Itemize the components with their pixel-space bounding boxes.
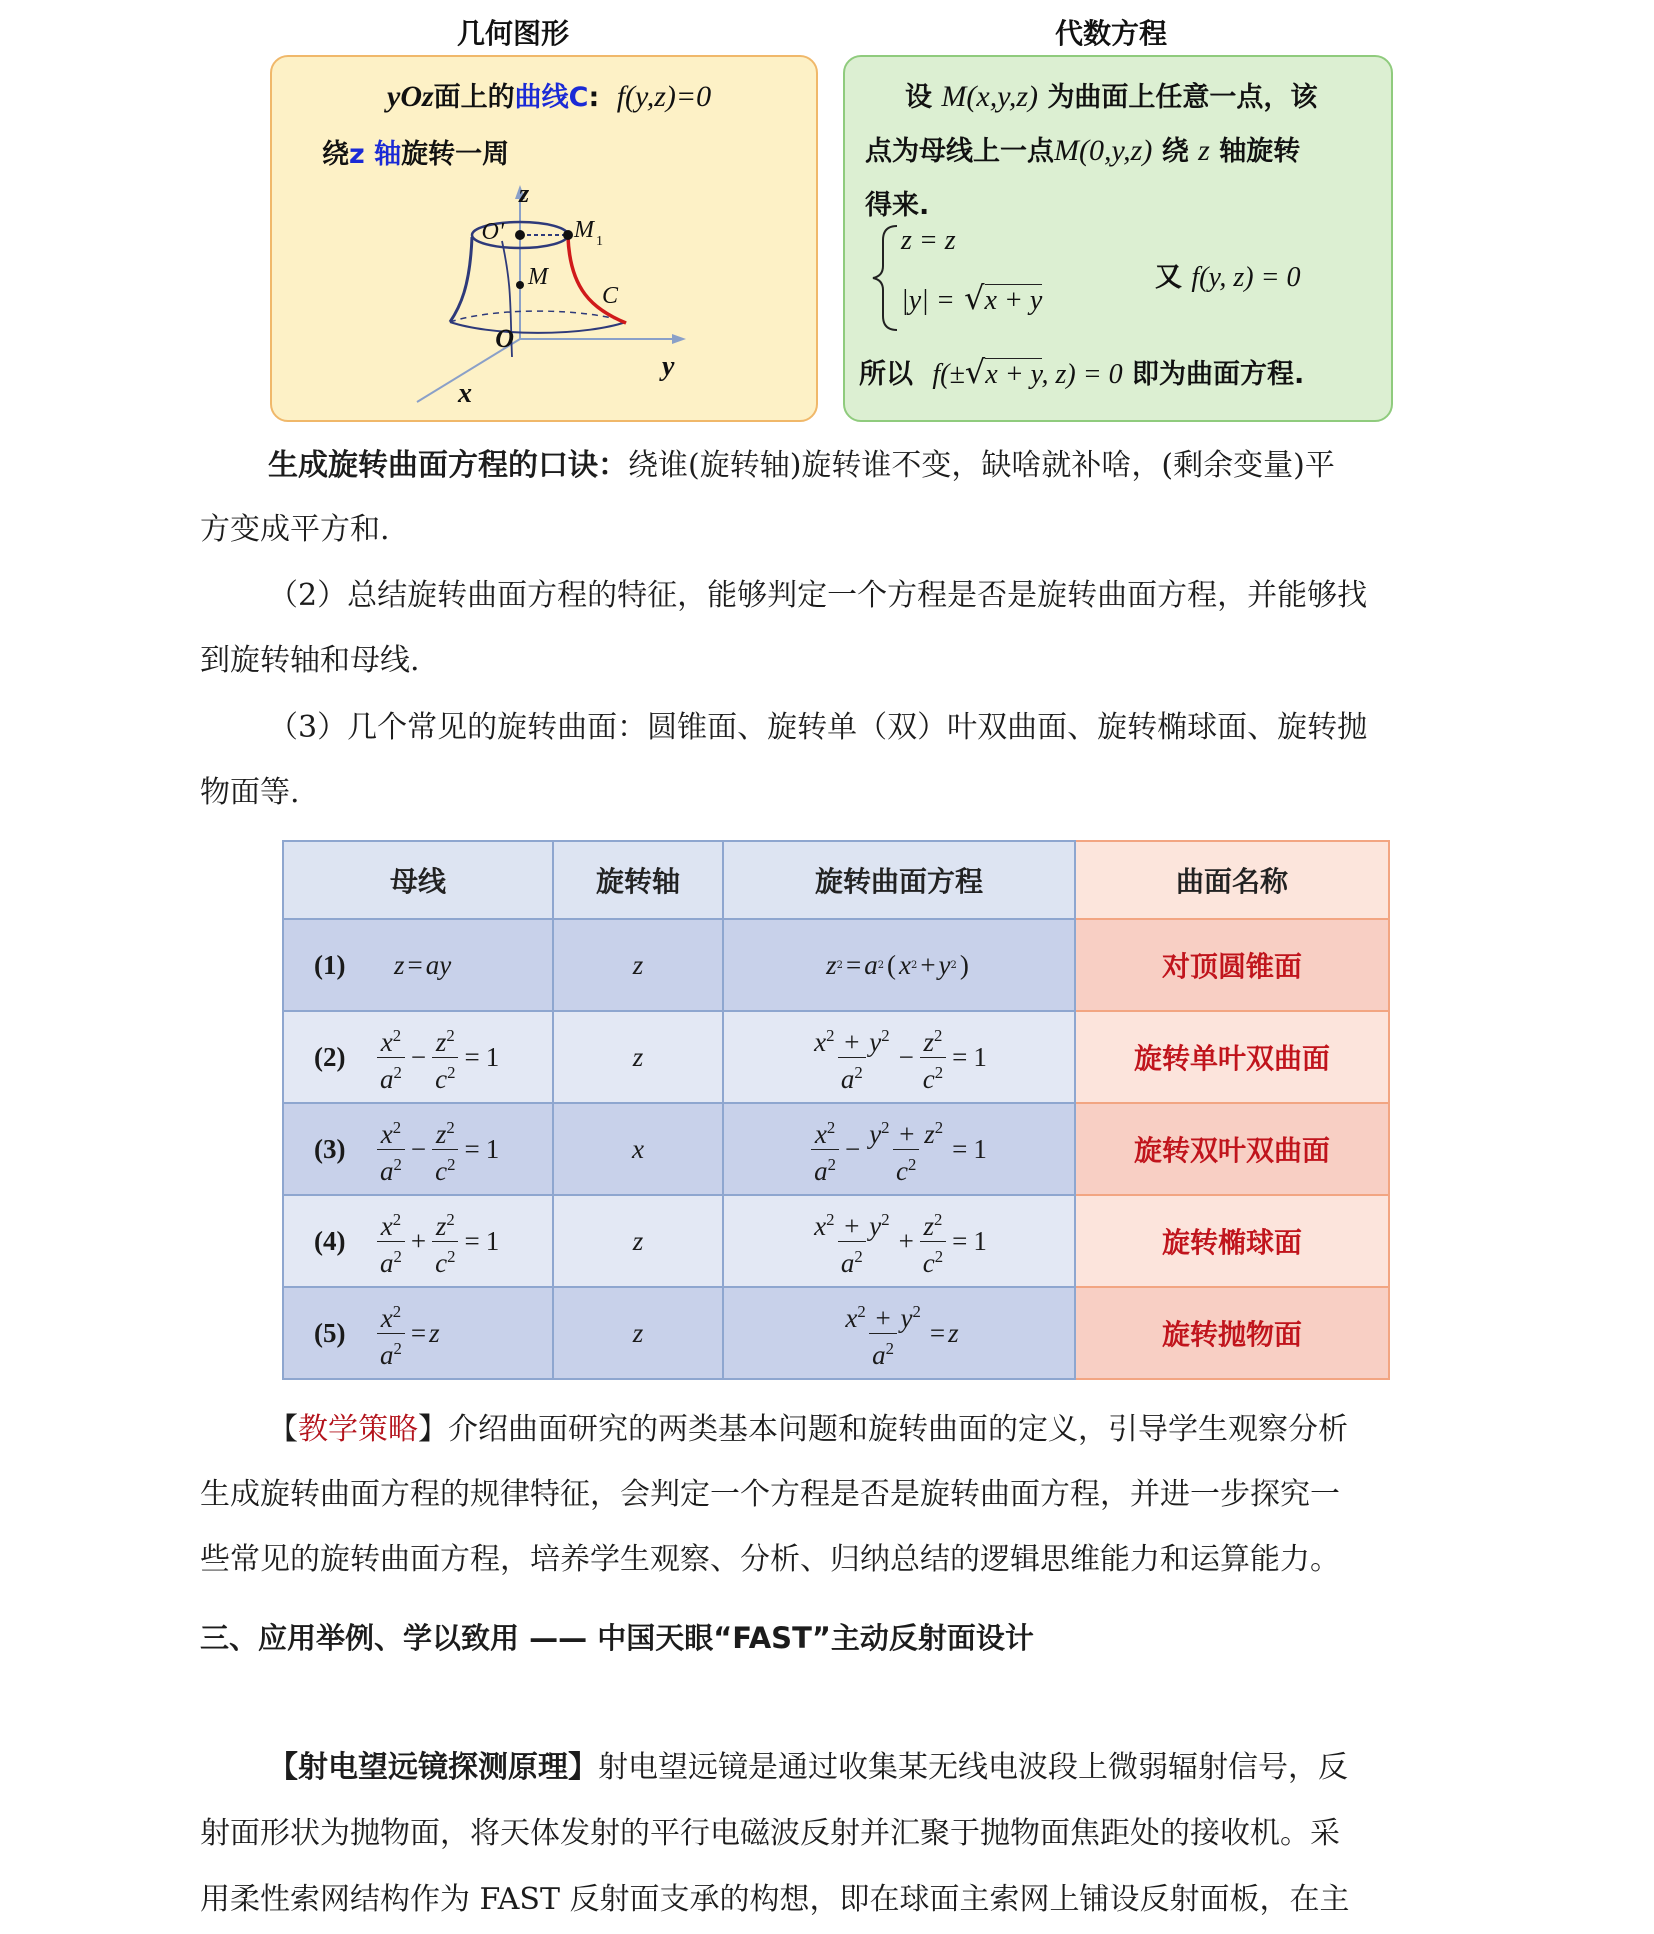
telescope-line3: 用柔性索网结构作为 FAST 反射面支承的构想，即在球面主索网上铺设反射面板，在主 bbox=[200, 1882, 1350, 1917]
surface-equation: $x^2$ $a^2$ − $\frac{y^2 + z^2}{c^2}$ = 1 bbox=[724, 1104, 1074, 1194]
telescope-line1: 【射电望远镜探测原理】射电望远镜是通过收集某无线电波段上微弱辐射信号，反 bbox=[268, 1750, 1348, 1785]
table-row: (1) z = ay z z 2 = a 2 ( x 2 + y 2 ) 对顶圆锥面 bbox=[283, 919, 1389, 1011]
header-axis: 旋转轴 bbox=[553, 841, 723, 919]
table-row: (4) $x^2$ $a^2$ + $\frac{z^2}{c^2}$ = 1 z $x^2 + y^2$ $a^2$ + $\frac{z^2}{c^2}$ = 1 旋转椭球面 bbox=[283, 1195, 1389, 1287]
generatrix-formula: $x^2$ $a^2$ − $\frac{z^2}{c^2}$ = 1 bbox=[374, 1012, 502, 1102]
surface-equation: $x^2 + y^2$ $a^2$ − $\frac{z^2}{c^2}$ = 1 bbox=[814, 1025, 987, 1094]
also-condition: 又 f(y, z) = 0 bbox=[1155, 262, 1301, 293]
strategy-line2: 生成旋转曲面方程的规律特征，会判定一个方程是否是旋转曲面方程，并进一步探究一 bbox=[200, 1477, 1340, 1512]
header-surface-name: 曲面名称 bbox=[1075, 841, 1389, 919]
label-c: C bbox=[602, 283, 619, 309]
alg-line2: 点为母线上一点M(0,y,z) 绕 z 轴旋转 bbox=[865, 134, 1301, 167]
telescope-line2: 射面形状为抛物面，将天体发射的平行电磁波反射并汇聚于抛物面焦距处的接收机。采 bbox=[200, 1816, 1340, 1851]
label-x: x bbox=[458, 378, 472, 409]
surface-equation: $\frac{x^2 + y^2}{a^2}$ = z bbox=[845, 1301, 959, 1370]
system-brace bbox=[869, 222, 901, 332]
generatrix-formula: $\frac{x^2}{a^2}$ = z bbox=[374, 1288, 440, 1378]
table-row: (3) $x^2$ $a^2$ − $\frac{z^2}{c^2}$ = 1 x $x^2$ $a^2$ − $\frac{y^2 + z^2}{c^2}$ = 1 旋转双叶双曲面 bbox=[283, 1103, 1389, 1195]
revolution-surface-table bbox=[282, 840, 1390, 1380]
table-row: (5) $\frac{x^2}{a^2}$ = z z $\frac{x^2 + y^2}{a^2}$ = z 旋转抛物面 bbox=[283, 1287, 1389, 1379]
label-z: z bbox=[519, 179, 530, 208]
geometry-panel bbox=[270, 55, 818, 422]
section-heading: 三、应用举例、学以致用 —— 中国天眼“FAST”主动反射面设计 bbox=[200, 1621, 1034, 1655]
point2-line2: 到旋转轴和母线. bbox=[200, 643, 420, 678]
revolution-surface-figure bbox=[272, 57, 820, 424]
surface-name: 旋转单叶双曲面 bbox=[1075, 1011, 1389, 1103]
strategy-line3: 些常见的旋转曲面方程，培养学生观察、分析、归纳总结的逻辑思维能力和运算能力。 bbox=[200, 1542, 1340, 1577]
surface-name: 对顶圆锥面 bbox=[1075, 919, 1389, 1011]
table-row: (2) $x^2$ $a^2$ − $\frac{z^2}{c^2}$ = 1 z $x^2 + y^2$ $a^2$ − $\frac{z^2}{c^2}$ = 1 旋转单叶双曲面 bbox=[283, 1011, 1389, 1103]
header-equation: 旋转曲面方程 bbox=[723, 841, 1075, 919]
alg-result: 所以 f(±√x + y, z) = 0 即为曲面方程. bbox=[859, 353, 1305, 391]
label-m1: M bbox=[574, 217, 594, 243]
label-m: M bbox=[528, 264, 548, 290]
algebra-panel bbox=[843, 55, 1393, 422]
system-eq2: |y| = √x + y bbox=[901, 279, 1043, 317]
axis-cell: z bbox=[553, 1195, 723, 1287]
surface-name: 旋转椭球面 bbox=[1075, 1195, 1389, 1287]
alg-line3: 得来. bbox=[865, 190, 930, 221]
header-generatrix: 母线 bbox=[283, 841, 553, 919]
mnemonic-line2: 方变成平方和. bbox=[200, 512, 390, 547]
strategy-label: 教学策略 bbox=[298, 1412, 418, 1447]
surface-equation: z 2 = a 2 ( x 2 + y 2 ) bbox=[826, 949, 969, 980]
surface-equation: $x^2 + y^2$ $a^2$ + $\frac{z^2}{c^2}$ = 1 bbox=[814, 1209, 987, 1278]
label-origin: O bbox=[495, 324, 514, 353]
label-o1: O' bbox=[481, 219, 504, 245]
axis-cell: z bbox=[553, 1011, 723, 1103]
axis-cell: x bbox=[553, 1103, 723, 1195]
point2-line1: （2）总结旋转曲面方程的特征，能够判定一个方程是否是旋转曲面方程，并能够找 bbox=[268, 578, 1368, 613]
axis-cell: z bbox=[553, 1287, 723, 1379]
generatrix-formula: $x^2$ $a^2$ − $\frac{z^2}{c^2}$ = 1 bbox=[374, 1104, 502, 1194]
telescope-label: 【射电望远镜探测原理】 bbox=[268, 1750, 598, 1785]
generatrix-formula: $x^2$ $a^2$ + $\frac{z^2}{c^2}$ = 1 bbox=[374, 1196, 502, 1286]
point3-line1: （3）几个常见的旋转曲面：圆锥面、旋转单（双）叶双曲面、旋转椭球面、旋转抛 bbox=[268, 710, 1368, 745]
axis-cell: z bbox=[553, 919, 723, 1011]
geometry-panel-title: 几何图形 bbox=[457, 17, 570, 50]
geo-rotate-line: 绕z 轴旋转一周 bbox=[322, 139, 510, 170]
algebra-panel-title: 代数方程 bbox=[1055, 17, 1168, 50]
label-y: y bbox=[662, 351, 675, 382]
table-header-row bbox=[283, 841, 1389, 919]
surface-name: 旋转抛物面 bbox=[1075, 1287, 1389, 1379]
mnemonic-line1: 生成旋转曲面方程的口诀：绕谁(旋转轴)旋转谁不变，缺啥就补啥，(剩余变量)平 bbox=[268, 448, 1335, 483]
generatrix-formula: z = ay bbox=[394, 949, 452, 980]
alg-line1: 设 M(x,y,z) 为曲面上任意一点，该 bbox=[905, 80, 1318, 113]
surface-name: 旋转双叶双曲面 bbox=[1075, 1103, 1389, 1195]
system-eq1: z = z bbox=[901, 225, 956, 256]
strategy-line1: 【教学策略】介绍曲面研究的两类基本问题和旋转曲面的定义，引导学生观察分析 bbox=[268, 1412, 1348, 1447]
geo-curve-line: yOz面上的曲线C: f(y,z)=0 bbox=[387, 80, 712, 113]
svg-text:1: 1 bbox=[596, 234, 603, 249]
point3-line2: 物面等. bbox=[200, 775, 300, 810]
